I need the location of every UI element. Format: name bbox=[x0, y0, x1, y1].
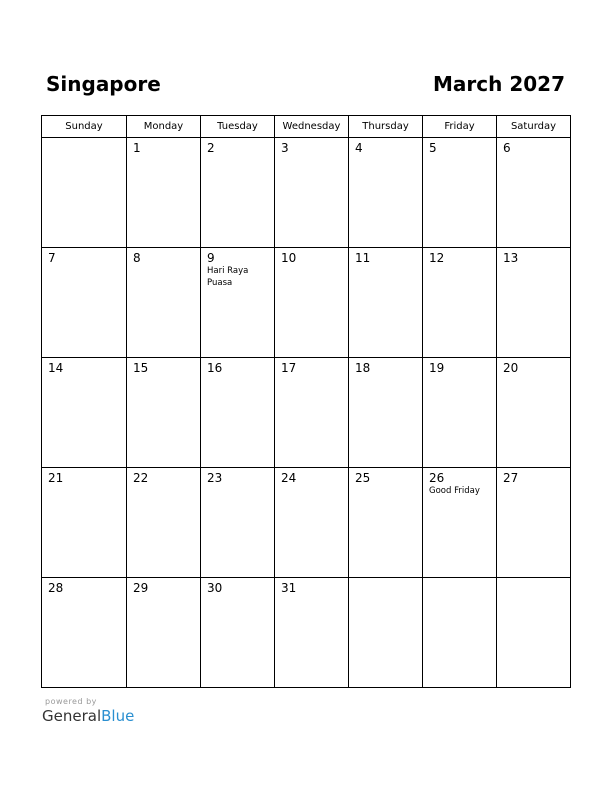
day-number: 7 bbox=[48, 251, 56, 265]
day-number: 9 bbox=[207, 251, 215, 265]
weekday-header: Friday bbox=[423, 116, 497, 138]
day-number: 19 bbox=[429, 361, 445, 375]
holiday-label: Good Friday bbox=[429, 486, 480, 496]
day-number: 13 bbox=[503, 251, 519, 265]
general-blue-logo bbox=[42, 707, 134, 725]
day-number: 25 bbox=[355, 471, 371, 485]
day-number: 21 bbox=[48, 471, 64, 485]
week-row bbox=[42, 138, 571, 248]
day-cell bbox=[275, 138, 349, 248]
day-number: 24 bbox=[281, 471, 297, 485]
day-number: 12 bbox=[429, 251, 445, 265]
day-cell bbox=[497, 248, 571, 358]
day-number: 6 bbox=[503, 141, 511, 155]
day-number: 26 bbox=[429, 471, 445, 485]
day-cell bbox=[201, 578, 275, 688]
brand-footer bbox=[42, 697, 134, 725]
day-number: 17 bbox=[281, 361, 297, 375]
day-number: 28 bbox=[48, 581, 64, 595]
weekday-header: Saturday bbox=[497, 116, 571, 138]
day-number: 30 bbox=[207, 581, 223, 595]
month-title: March 2027 bbox=[433, 72, 565, 96]
day-cell bbox=[127, 358, 201, 468]
day-number: 22 bbox=[133, 471, 149, 485]
day-cell bbox=[127, 578, 201, 688]
day-number: 27 bbox=[503, 471, 519, 485]
week-row bbox=[42, 468, 571, 578]
day-cell bbox=[423, 138, 497, 248]
day-cell bbox=[42, 468, 127, 578]
day-cell bbox=[423, 248, 497, 358]
day-number: 5 bbox=[429, 141, 437, 155]
weekday-header: Tuesday bbox=[201, 116, 275, 138]
day-cell bbox=[349, 468, 423, 578]
calendar-grid bbox=[41, 115, 571, 688]
day-cell bbox=[275, 248, 349, 358]
day-number: 4 bbox=[355, 141, 363, 155]
day-cell bbox=[127, 138, 201, 248]
day-cell bbox=[349, 248, 423, 358]
day-number: 10 bbox=[281, 251, 297, 265]
day-cell bbox=[497, 468, 571, 578]
day-number: 15 bbox=[133, 361, 149, 375]
country-title: Singapore bbox=[46, 72, 161, 96]
weekday-header: Thursday bbox=[349, 116, 423, 138]
day-cell bbox=[201, 248, 275, 358]
day-cell bbox=[423, 578, 497, 688]
day-cell bbox=[497, 138, 571, 248]
day-cell bbox=[497, 578, 571, 688]
day-number: 8 bbox=[133, 251, 141, 265]
day-cell bbox=[42, 138, 127, 248]
day-cell bbox=[497, 358, 571, 468]
day-cell bbox=[275, 578, 349, 688]
day-number: 11 bbox=[355, 251, 371, 265]
logo-text-blue: Blue bbox=[101, 707, 135, 725]
powered-by-text: powered by bbox=[45, 697, 97, 706]
weekday-header: Monday bbox=[127, 116, 201, 138]
day-cell bbox=[42, 578, 127, 688]
day-number: 14 bbox=[48, 361, 64, 375]
day-cell bbox=[423, 358, 497, 468]
day-cell bbox=[423, 468, 497, 578]
holiday-label: Hari Raya Puasa bbox=[207, 266, 249, 288]
day-cell bbox=[127, 248, 201, 358]
day-cell bbox=[127, 468, 201, 578]
day-cell bbox=[275, 358, 349, 468]
day-cell bbox=[201, 138, 275, 248]
weekday-header-row bbox=[42, 116, 571, 138]
day-number: 23 bbox=[207, 471, 223, 485]
day-number: 3 bbox=[281, 141, 289, 155]
day-number: 31 bbox=[281, 581, 297, 595]
logo-text-general: General bbox=[42, 707, 102, 725]
day-number: 16 bbox=[207, 361, 223, 375]
day-number: 1 bbox=[133, 141, 141, 155]
day-cell bbox=[349, 358, 423, 468]
week-row bbox=[42, 578, 571, 688]
day-cell bbox=[42, 358, 127, 468]
day-number: 2 bbox=[207, 141, 215, 155]
day-number: 29 bbox=[133, 581, 149, 595]
week-row bbox=[42, 248, 571, 358]
day-cell bbox=[349, 138, 423, 248]
week-row bbox=[42, 358, 571, 468]
weekday-header: Sunday bbox=[42, 116, 127, 138]
day-cell bbox=[275, 468, 349, 578]
day-cell bbox=[201, 468, 275, 578]
day-cell bbox=[349, 578, 423, 688]
day-number: 20 bbox=[503, 361, 519, 375]
day-cell bbox=[201, 358, 275, 468]
day-cell bbox=[42, 248, 127, 358]
weekday-header: Wednesday bbox=[275, 116, 349, 138]
day-number: 18 bbox=[355, 361, 371, 375]
